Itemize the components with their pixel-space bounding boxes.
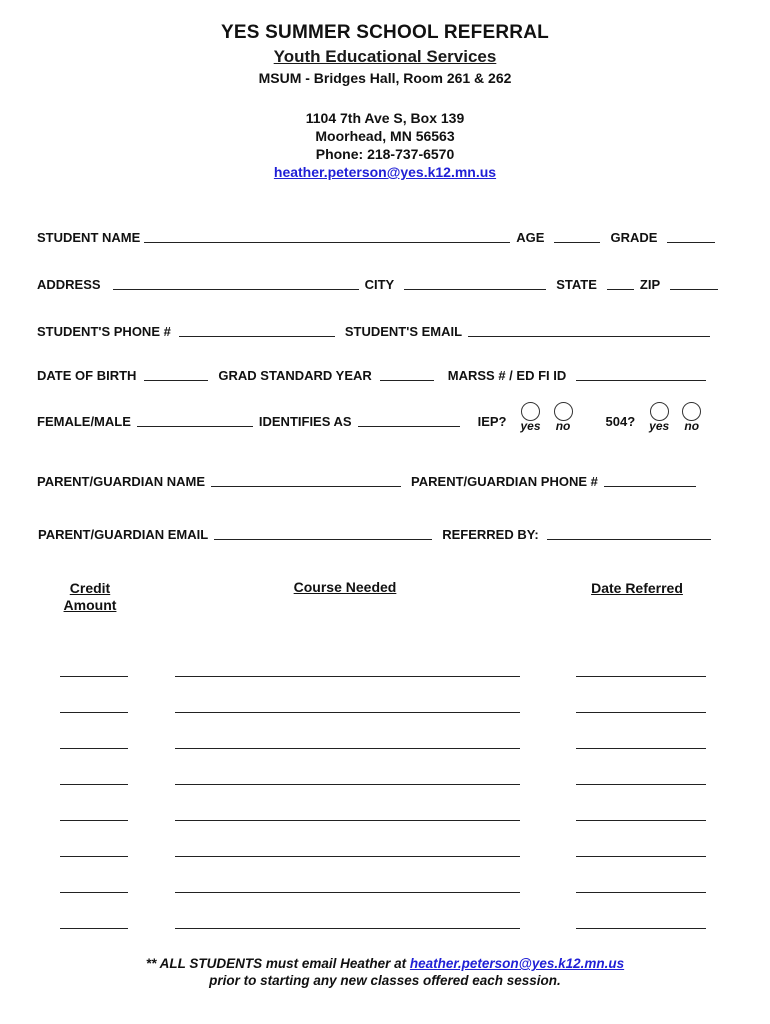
student-email-label: STUDENT'S EMAIL bbox=[344, 324, 463, 339]
city-line: Moorhead, MN 56563 bbox=[315, 128, 455, 144]
credit-amount-line-5[interactable] bbox=[60, 820, 128, 821]
state-field[interactable] bbox=[607, 278, 634, 290]
referred-by-field[interactable] bbox=[547, 528, 711, 540]
marss-label: MARSS # / ED FI ID bbox=[447, 368, 567, 383]
student-phone-label: STUDENT'S PHONE # bbox=[37, 324, 171, 339]
marss-field[interactable] bbox=[576, 369, 706, 381]
credit-amount-line-2[interactable] bbox=[60, 712, 128, 713]
date-referred-line-4[interactable] bbox=[576, 784, 706, 785]
course-needed-header: Course Needed bbox=[293, 579, 397, 595]
course-needed-line-5[interactable] bbox=[175, 820, 520, 821]
date-referred-line-5[interactable] bbox=[576, 820, 706, 821]
credit-amount-line-1[interactable] bbox=[60, 676, 128, 677]
dob-field[interactable] bbox=[144, 369, 208, 381]
grad-year-label: GRAD STANDARD YEAR bbox=[218, 368, 372, 383]
date-referred-line-2[interactable] bbox=[576, 712, 706, 713]
age-field[interactable] bbox=[554, 231, 600, 243]
iep-yes-caption: yes bbox=[520, 419, 541, 433]
course-needed-line-4[interactable] bbox=[175, 784, 520, 785]
footer-email-link[interactable]: heather.peterson@yes.k12.mn.us bbox=[409, 956, 625, 971]
row-gender bbox=[37, 402, 706, 433]
address-field[interactable] bbox=[113, 278, 359, 290]
referred-by-label: REFERRED BY: bbox=[442, 527, 539, 542]
date-referred-header: Date Referred bbox=[591, 580, 683, 596]
address-label: ADDRESS bbox=[37, 277, 101, 292]
credit-amount-line-4[interactable] bbox=[60, 784, 128, 785]
row-student-contact bbox=[37, 324, 716, 339]
course-needed-line-1[interactable] bbox=[175, 676, 520, 677]
parent-email-label: PARENT/GUARDIAN EMAIL bbox=[38, 527, 209, 542]
credit-header-line1: Credit bbox=[69, 580, 111, 596]
iep-label: IEP? bbox=[477, 414, 507, 429]
age-label: AGE bbox=[516, 230, 545, 245]
contact-email-link[interactable]: heather.peterson@yes.k12.mn.us bbox=[273, 164, 497, 180]
footer-line-1 bbox=[0, 956, 770, 971]
parent-name-field[interactable] bbox=[211, 475, 401, 487]
course-needed-line-8[interactable] bbox=[175, 928, 520, 929]
female-male-field[interactable] bbox=[137, 415, 253, 427]
date-referred-line-6[interactable] bbox=[576, 856, 706, 857]
grade-label: GRADE bbox=[610, 230, 658, 245]
course-needed-line-3[interactable] bbox=[175, 748, 520, 749]
row-address bbox=[37, 277, 724, 292]
iep-no-option[interactable] bbox=[554, 402, 573, 433]
grad-year-field[interactable] bbox=[380, 369, 434, 381]
student-phone-field[interactable] bbox=[179, 325, 335, 337]
parent-name-label: PARENT/GUARDIAN NAME bbox=[37, 474, 206, 489]
date-referred-line-7[interactable] bbox=[576, 892, 706, 893]
credit-amount-line-8[interactable] bbox=[60, 928, 128, 929]
state-label: STATE bbox=[556, 277, 597, 292]
grade-field[interactable] bbox=[667, 231, 715, 243]
504-yes-caption: yes bbox=[649, 419, 670, 433]
identifies-as-label: IDENTIFIES AS bbox=[258, 414, 352, 429]
student-name-label: STUDENT NAME bbox=[37, 230, 141, 245]
504-yes-option[interactable] bbox=[649, 402, 669, 433]
date-referred-line-3[interactable] bbox=[576, 748, 706, 749]
iep-yes-option[interactable] bbox=[521, 402, 541, 433]
identifies-as-field[interactable] bbox=[358, 415, 460, 427]
date-referred-line-8[interactable] bbox=[576, 928, 706, 929]
row-dob bbox=[37, 368, 712, 383]
parent-phone-label: PARENT/GUARDIAN PHONE # bbox=[411, 474, 598, 489]
504-label: 504? bbox=[605, 414, 636, 429]
credit-amount-line-7[interactable] bbox=[60, 892, 128, 893]
course-needed-line-6[interactable] bbox=[175, 856, 520, 857]
female-male-label: FEMALE/MALE bbox=[37, 414, 131, 429]
parent-email-field[interactable] bbox=[214, 528, 432, 540]
credit-amount-line-3[interactable] bbox=[60, 748, 128, 749]
course-needed-line-2[interactable] bbox=[175, 712, 520, 713]
city-field[interactable] bbox=[404, 278, 546, 290]
dob-label: DATE OF BIRTH bbox=[37, 368, 137, 383]
form-title: YES SUMMER SCHOOL REFERRAL bbox=[221, 22, 549, 43]
row-student-name bbox=[37, 230, 721, 245]
504-no-caption: no bbox=[684, 419, 700, 433]
credit-amount-header bbox=[50, 580, 130, 614]
course-needed-line-7[interactable] bbox=[175, 892, 520, 893]
zip-field[interactable] bbox=[670, 278, 718, 290]
city-label: CITY bbox=[364, 277, 395, 292]
504-no-option[interactable] bbox=[682, 402, 701, 433]
footer-prefix: ** ALL STUDENTS must email Heather at bbox=[145, 956, 410, 971]
date-referred-line-1[interactable] bbox=[576, 676, 706, 677]
row-parent-name bbox=[37, 474, 702, 489]
student-name-field[interactable] bbox=[144, 231, 510, 243]
iep-no-caption: no bbox=[555, 419, 571, 433]
contact-email-container bbox=[0, 164, 770, 182]
form-subtitle: Youth Educational Services bbox=[273, 47, 497, 66]
credit-amount-line-6[interactable] bbox=[60, 856, 128, 857]
phone-line: Phone: 218-737-6570 bbox=[315, 146, 455, 162]
zip-label: ZIP bbox=[639, 277, 661, 292]
row-parent-email bbox=[38, 527, 717, 542]
student-email-field[interactable] bbox=[468, 325, 710, 337]
location-line: MSUM - Bridges Hall, Room 261 & 262 bbox=[258, 70, 512, 86]
credit-header-line2: Amount bbox=[63, 597, 117, 613]
footer-line-2: prior to starting any new classes offered each session. bbox=[209, 973, 561, 988]
parent-phone-field[interactable] bbox=[604, 475, 696, 487]
address-line: 1104 7th Ave S, Box 139 bbox=[305, 110, 465, 126]
